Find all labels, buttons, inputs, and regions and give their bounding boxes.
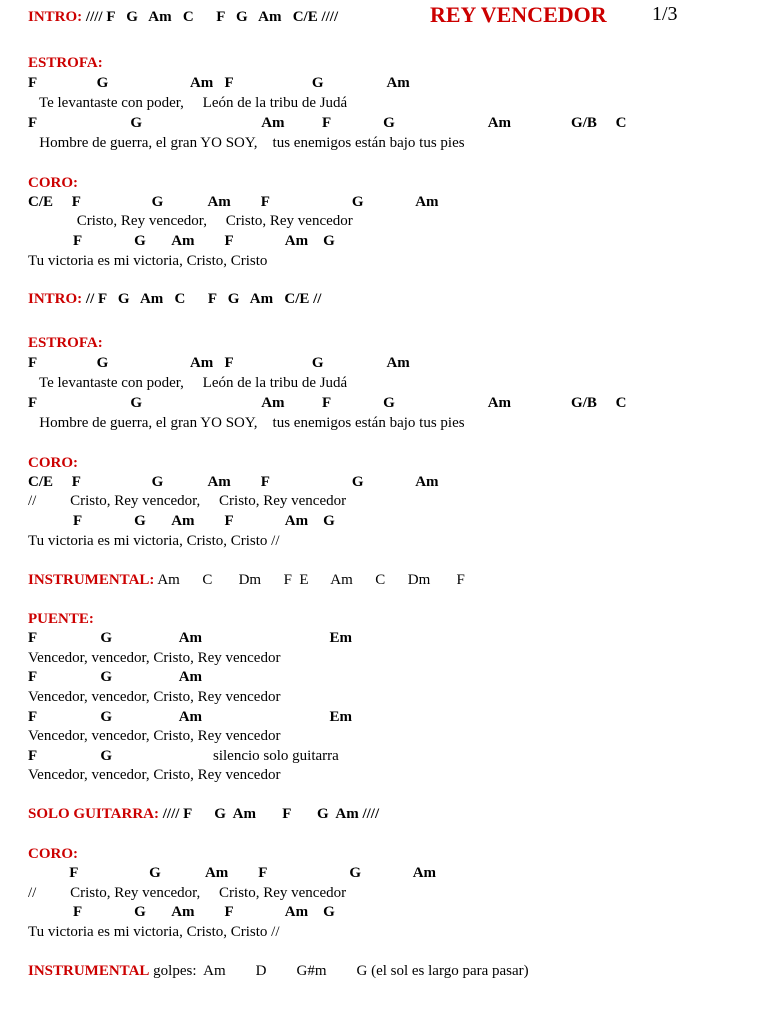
section-label-coro: CORO: [28, 846, 78, 862]
lyric-line: Vencedor, vencedor, Cristo, Rey vencedor [28, 650, 281, 666]
chord-line: F G Am F G Am G/B C [28, 115, 627, 131]
intro-chords: //// F G Am C F G Am C/E //// [82, 9, 339, 25]
section-label-instrumental: INSTRUMENTAL [28, 963, 150, 979]
lyric-line: Vencedor, vencedor, Cristo, Rey vencedor [28, 689, 281, 705]
section-label-coro: CORO: [28, 455, 78, 471]
instrumental-line [28, 962, 529, 980]
lyric-line: Te levantaste con poder, León de la tribu de Judá [28, 95, 348, 111]
section-label-solo: SOLO GUITARRA: [28, 806, 159, 822]
intro-line-2 [28, 290, 321, 308]
instrumental-line [28, 571, 465, 589]
chord-line: F G Am [28, 669, 203, 685]
section-label-intro: INTRO: [28, 9, 83, 25]
chord-line: C/E F G Am F G Am [28, 474, 439, 490]
lyric-line: Te levantaste con poder, León de la tribu de Judá [28, 375, 348, 391]
solo-chords: //// F G Am F G Am //// [159, 806, 380, 822]
lyric-line: Hombre de guerra, el gran YO SOY, tus enemigos están bajo tus pies [28, 135, 465, 151]
section-label-estrofa: ESTROFA: [28, 335, 103, 351]
chord-line: F G Am F G Am [28, 355, 410, 371]
lyric-line: // Cristo, Rey vencedor, Cristo, Rey vencedor [28, 493, 347, 509]
chord-line: F G Am F G Am [28, 75, 410, 91]
chord-line: F G Am F G Am G/B C [28, 395, 627, 411]
chord-line: F G Am F Am G [28, 904, 335, 920]
chord-line: F G Am F G Am [28, 865, 437, 881]
intro-chords: // F G Am C F G Am C/E // [82, 291, 322, 307]
chord-line: F G Am Em [28, 709, 353, 725]
lyric-line: Hombre de guerra, el gran YO SOY, tus enemigos están bajo tus pies [28, 415, 465, 431]
instrumental-chords: Am C Dm F E Am C Dm F [154, 572, 465, 588]
lyric-line: // Cristo, Rey vencedor, Cristo, Rey vencedor [28, 885, 347, 901]
section-label-estrofa: ESTROFA: [28, 55, 103, 71]
chord-line: F G [28, 748, 113, 764]
solo-line [28, 805, 379, 823]
section-label-coro: CORO: [28, 175, 78, 191]
lyric-line: Tu victoria es mi victoria, Cristo, Cristo // [28, 533, 280, 549]
chord-line: F G Am Em [28, 630, 353, 646]
chord-line: F G Am F Am G [28, 233, 335, 249]
lyric-line: Tu victoria es mi victoria, Cristo, Cristo // [28, 924, 280, 940]
section-label-instrumental: INSTRUMENTAL: [28, 572, 155, 588]
instrumental-notes: golpes: Am D G#m G (el sol es largo para pasar) [149, 963, 529, 979]
chord-line: F G Am F Am G [28, 513, 335, 529]
lyric-line: Tu victoria es mi victoria, Cristo, Cristo [28, 253, 268, 269]
lyric-line: Cristo, Rey vencedor, Cristo, Rey vencedor [28, 213, 353, 229]
section-label-puente: PUENTE: [28, 611, 94, 627]
lyric-line: Vencedor, vencedor, Cristo, Rey vencedor [28, 767, 281, 783]
performance-note: silencio solo guitarra [213, 748, 339, 764]
chord-line: C/E F G Am F G Am [28, 194, 439, 210]
lyric-line: Vencedor, vencedor, Cristo, Rey vencedor [28, 728, 281, 744]
section-label-intro: INTRO: [28, 291, 83, 307]
intro-line-1 [28, 8, 338, 26]
song-title: REY VENCEDOR [430, 2, 607, 27]
page-number: 1/3 [652, 3, 678, 25]
